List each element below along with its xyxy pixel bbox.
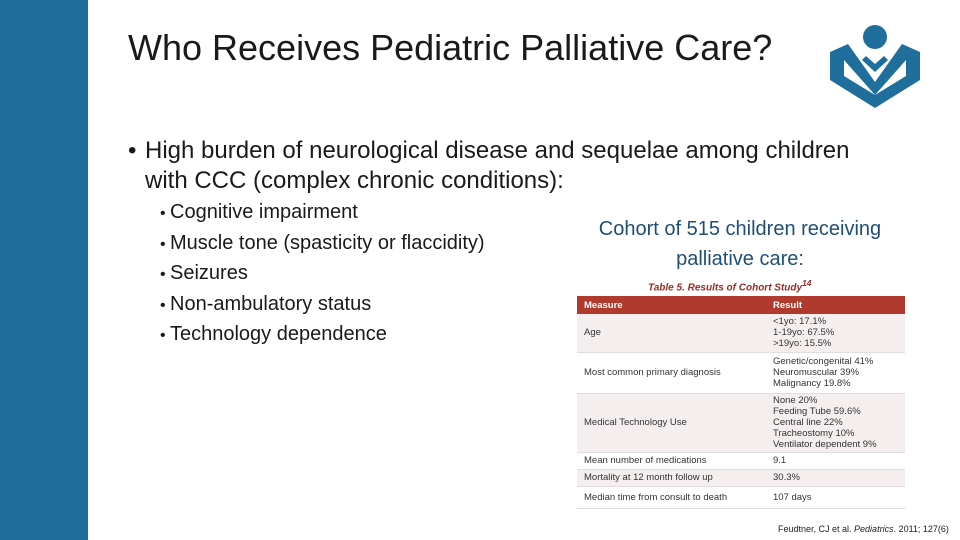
- measure-cell: Mortality at 12 month follow up: [577, 469, 766, 486]
- table-row: [577, 314, 905, 352]
- main-bullet-text: High burden of neurological disease and sequelae among children with CCC (complex chronic conditions):: [145, 137, 850, 194]
- cohort-heading: Cohort of 515 children receiving palliative care:: [598, 218, 882, 270]
- table-row: [577, 352, 905, 393]
- bullet-dot-icon: •: [160, 296, 166, 314]
- result-cell: 9.1: [766, 452, 905, 469]
- result-cell: <1yo: 17.1% 1-19yo: 67.5% >19yo: 15.5%: [766, 314, 905, 352]
- bullet-dot-icon: •: [128, 137, 137, 164]
- sidebar-band: [0, 0, 88, 540]
- sub-bullet-item: • Cognitive impairment: [160, 198, 580, 229]
- sub-bullet-list: [160, 198, 580, 351]
- table-row: [577, 486, 905, 508]
- bullet-dot-icon: •: [160, 205, 166, 222]
- sub-bullet-item: • Seizures: [160, 259, 580, 290]
- measure-cell: Mean number of medications: [577, 452, 766, 469]
- result-cell: 107 days: [766, 486, 905, 508]
- bullet-dot-icon: •: [160, 266, 166, 283]
- result-cell: 30.3%: [766, 469, 905, 486]
- header-measure: Measure: [577, 296, 766, 314]
- table-row: [577, 469, 905, 486]
- measure-cell: Age: [577, 314, 766, 352]
- result-cell: None 20% Feeding Tube 59.6% Central line 22% Tracheostomy 10% Ventilator dependent 9%: [766, 393, 905, 452]
- sub-bullet-item: • Non-ambulatory status: [160, 290, 580, 321]
- measure-cell: Most common primary diagnosis: [577, 352, 766, 393]
- result-cell: Genetic/congenital 41% Neuromuscular 39% Malignancy 19.8%: [766, 352, 905, 393]
- table-row: [577, 393, 905, 452]
- main-bullet: [128, 136, 858, 196]
- person-embrace-logo-icon: [826, 22, 924, 110]
- table-row: [577, 452, 905, 469]
- table-caption: Table 5. Results of Cohort Study$^{14}$: [648, 278, 812, 294]
- table-header-row: [577, 296, 905, 314]
- bullet-dot-icon: •: [160, 235, 166, 253]
- slide-title: Who Receives Pediatric Palliative Care?: [128, 27, 773, 68]
- citation: Feudtner, CJ et al. Pediatrics. 2011; 127(6): [778, 524, 949, 534]
- sub-bullet-item: • Muscle tone (spasticity or flaccidity): [160, 229, 580, 260]
- measure-cell: Medical Technology Use: [577, 393, 766, 452]
- sub-bullet-item: • Technology dependence: [160, 320, 580, 351]
- measure-cell: Median time from consult to death: [577, 486, 766, 508]
- cohort-results-table: [577, 296, 905, 509]
- bullet-dot-icon: •: [160, 327, 166, 344]
- header-result: Result: [766, 296, 905, 314]
